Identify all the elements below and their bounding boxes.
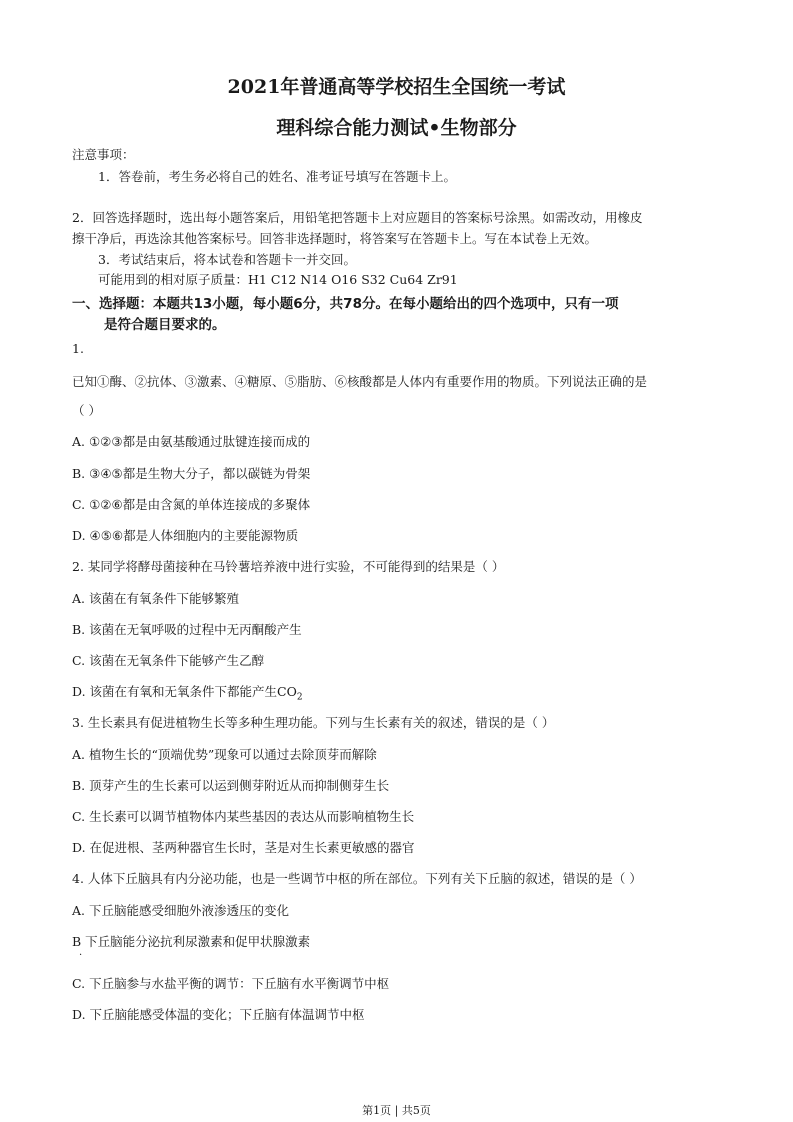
q1-option-d: D. ④⑤⑥都是人体细胞内的主要能源物质 [72, 528, 299, 543]
notice-item-3: 3．考试结束后，将本试卷和答题卡一并交回。 [98, 252, 356, 267]
q4-option-d: D. 下丘脑能感受体温的变化；下丘脑有体温调节中枢 [72, 1007, 365, 1022]
q2-option-d-subscript: 2 [296, 692, 303, 703]
notice-item-1: 1．答卷前，考生务必将自己的姓名、准考证号填写在答题卡上。 [98, 169, 456, 184]
q4-option-b: B 下丘脑能分泌抗利尿激素和促甲状腺激素 [72, 934, 311, 949]
q2-option-d-text: D. 该菌在有氧和无氧条件下都能产生CO [72, 684, 297, 699]
q1-number: 1. [72, 341, 84, 356]
q2-option-b: B. 该菌在无氧呼吸的过程中无丙酮酸产生 [72, 622, 302, 637]
q3-option-b: B. 顶芽产生的生长素可以运到侧芽附近从而抑制侧芽生长 [72, 778, 390, 793]
q1-option-b: B. ③④⑤都是生物大分子，都以碳链为骨架 [72, 466, 311, 481]
q1-option-a: A. ①②③都是由氨基酸通过肽键连接而成的 [72, 434, 311, 449]
q1-option-c: C. ①②⑥都是由含氮的单体连接成的多聚体 [72, 497, 311, 512]
section-heading-line-1: 一、选择题：本题共13小题，每小题6分，共78分。在每小题给出的四个选项中，只有一项 [72, 296, 619, 312]
section-heading-line-2: 是符合题目要求的。 [104, 317, 226, 333]
q1-answer-blank: （ ） [72, 403, 101, 418]
atomic-mass-line: 可能用到的相对原子质量：H1 C12 N14 O16 S32 Cu64 Zr91 [98, 272, 458, 287]
notice-heading: 注意事项： [72, 147, 135, 162]
q4-stem: 4. 人体下丘脑具有内分泌功能，也是一些调节中枢的所在部位。下列有关下丘脑的叙述，错误的是（ ） [72, 871, 642, 886]
q2-option-c: C. 该菌在无氧条件下能够产生乙醇 [72, 653, 265, 668]
q4-option-a: A. 下丘脑能感受细胞外液渗透压的变化 [72, 903, 289, 918]
q4-option-b-dot: . [79, 947, 83, 958]
q3-option-d: D. 在促进根、茎两种器官生长时，茎是对生长素更敏感的器官 [72, 840, 415, 855]
exam-subtitle: 理科综合能力测试•生物部分 [276, 117, 517, 139]
q2-option-a: A. 该菌在有氧条件下能够繁殖 [72, 591, 239, 606]
q1-stem: 已知①酶、②抗体、③激素、④糖原、⑤脂肪、⑥核酸都是人体内有重要作用的物质。下列说法正确的是 [72, 374, 648, 389]
q2-option-d [72, 682, 303, 703]
q2-stem: 2. 某同学将酵母菌接种在马铃薯培养液中进行实验，不可能得到的结果是（ ） [72, 559, 505, 574]
exam-title: 2021年普通高等学校招生全国统一考试 [227, 76, 566, 98]
q3-stem: 3. 生长素具有促进植物生长等多种生理功能。下列与生长素有关的叙述，错误的是（ ） [72, 715, 555, 730]
q4-option-c: C. 下丘脑参与水盐平衡的调节：下丘脑有水平衡调节中枢 [72, 976, 390, 991]
q3-option-c: C. 生长素可以调节植物体内某些基因的表达从而影响植物生长 [72, 809, 415, 824]
q3-option-a: A. 植物生长的“顶端优势”现象可以通过去除顶芽而解除 [72, 747, 377, 762]
notice-item-2-line-1: 2．回答选择题时，选出每小题答案后，用铅笔把答题卡上对应题目的答案标号涂黑。如需改动，用橡皮 [72, 210, 643, 225]
page-footer: 第1页 | 共5页 [362, 1104, 431, 1117]
notice-item-2-line-2: 擦干净后，再选涂其他答案标号。回答非选择题时，将答案写在答题卡上。写在本试卷上无效。 [72, 231, 598, 246]
